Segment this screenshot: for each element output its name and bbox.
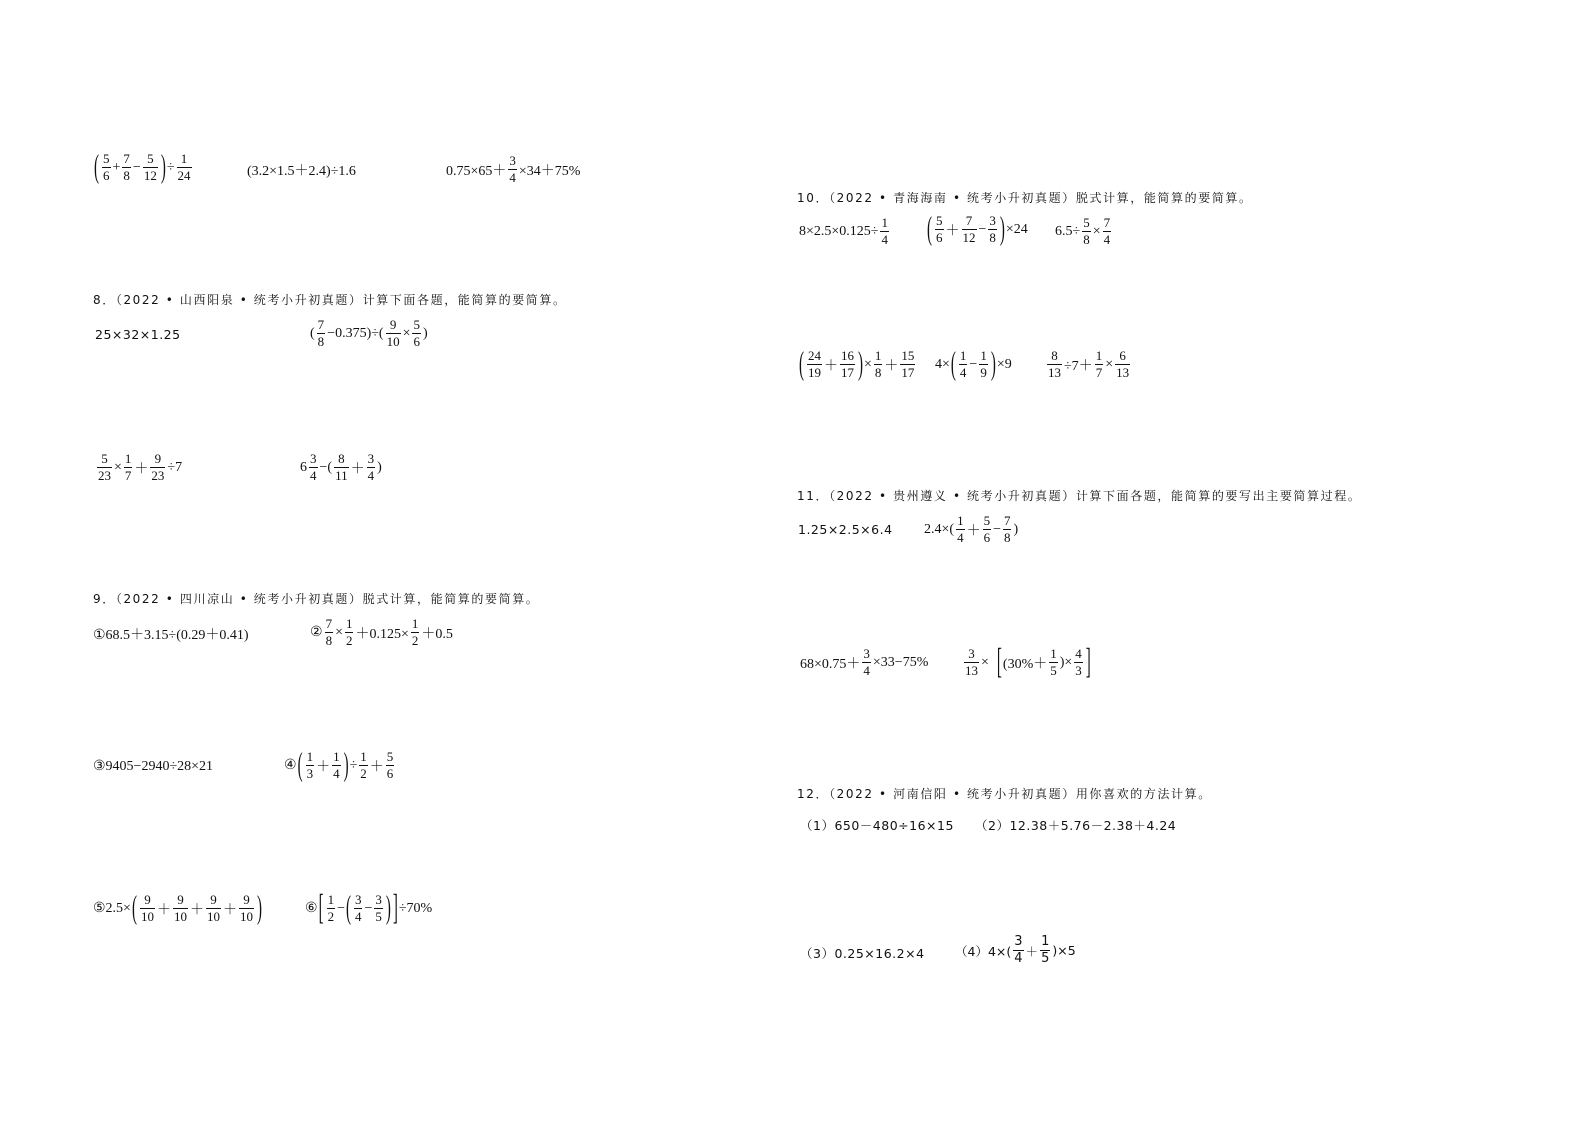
q8-expression-1: 25×32×1.25 [95,327,181,342]
q12-expression-4: （4）4×( 3 4 ＋ 1 5 )×5 [955,934,1076,966]
q10-expression-2: ( 5 6 ＋ 7 12 − $\frac{3}{8}$ ) ×24 [927,211,1028,248]
q9-expression-4: ④ ( 1 3 ＋ 1 4 ) ÷ $\frac{1}{2}$ ＋ 5 6 [284,747,394,784]
q8-expression-3: $\frac{5}{23}$ × $\frac{1}{7}$ ＋ $\frac{9}{23}$ ÷7 [98,451,183,483]
q9-expression-2: ② $\frac{7}{8}$ × $\frac{1}{2}$ ＋0.125× $\frac{1}{2}$ ＋0.5 [310,616,453,648]
q9-expression-1: ①68.5＋3.15÷(0.29＋0.41) [93,628,249,643]
question-11-heading: 11．（2022 • 贵州遵义 • 统考小升初真题）计算下面各题，能简算的要写出主要简算过程。 [797,489,1362,503]
q11-expression-3: 68×0.75＋ $\frac{3}{4}$ ×33−75% [800,646,929,678]
q12-expression-3: （3）0.25×16.2×4 [800,946,925,961]
q10-expression-6: $\frac{8}{13}$ ÷7＋ $\frac{1}{7}$ × $\frac{6}{13}$ [1048,348,1130,380]
q11-expression-4: $\frac{3}{13}$ × [ (30%＋ 1 5 )× $\frac{4}{3}$ ] [965,643,1091,682]
q8-expression-2: ( 7 8 −0.375)÷( $\frac{9}{10}$ × $\frac{5}{6}$ ) [310,317,428,349]
q9-expression-6: ⑥ [ 1 2 − ( 3 4 − $\frac{3}{5}$ ) ] ÷70% [305,889,433,928]
question-9-heading: 9．（2022 • 四川凉山 • 统考小升初真题）脱式计算，能简算的要简算。 [93,592,540,606]
q11-expression-2: 2.4×( 1 4 ＋ 5 6 − $\frac{7}{8}$ ) [924,513,1019,545]
q10-expression-4: ( 24 19 ＋ 16 17 ) × $\frac{1}{8}$ ＋ 15 17 [799,346,915,383]
question-10-heading: 10．（2022 • 青海海南 • 统考小升初真题）脱式计算，能简算的要简算。 [797,191,1253,205]
q10-expression-3: 6.5÷ $\frac{5}{8}$ × $\frac{7}{4}$ [1055,215,1111,247]
q8-expression-4: 6 3 4 −( 8 11 ＋ 3 4 ) [300,451,382,483]
q11-expression-1: 1.25×2.5×6.4 [798,522,893,537]
q12-expression-1: （1）650－480÷16×15 [800,818,954,833]
q12-expression-2: （2）12.38＋5.76－2.38＋4.24 [975,818,1177,833]
question-8-heading: 8．（2022 • 山西阳泉 • 统考小升初真题）计算下面各题，能简算的要简算。 [93,293,567,307]
q10-expression-1: 8×2.5×0.125÷ $\frac{1}{4}$ [799,215,888,247]
question-12-heading: 12．（2022 • 河南信阳 • 统考小升初真题）用你喜欢的方法计算。 [797,787,1212,801]
q9-expression-5: ⑤2.5× ( 9 10 ＋ 9 10 ＋ 9 10 ＋ 9 10 ) [93,890,262,927]
expression-top-2: (3.2×1.5＋2.4)÷1.6 [247,164,356,179]
expression-top-1: ( 5 6 + $\frac{7}{8}$ − $\frac{5}{12}$ ) ÷ $\frac{1}{24}$ [94,149,191,186]
q10-expression-5: 4× ( 1 4 − $\frac{1}{9}$ ) ×9 [935,346,1012,383]
q9-expression-3: ③9405−2940÷28×21 [93,759,214,774]
expression-top-3: 0.75×65＋ $\frac{3}{4}$ ×34＋75% [446,153,581,185]
